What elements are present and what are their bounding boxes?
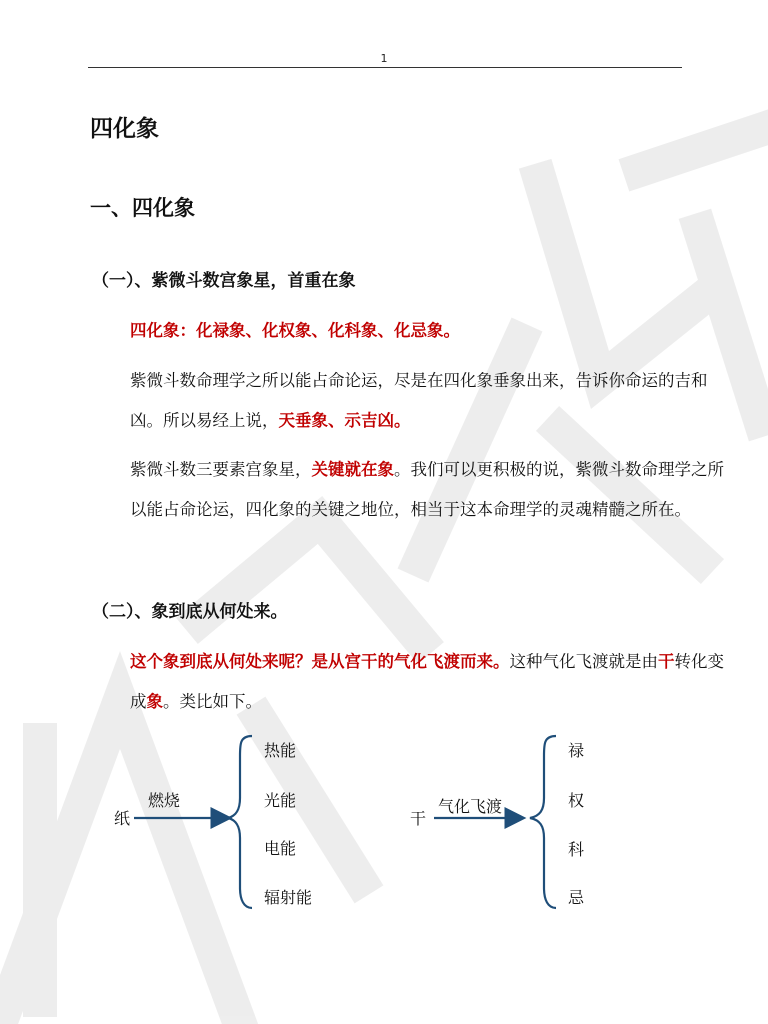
paragraph-3-text-a: 这种气化飞渡就是由 [509, 652, 658, 671]
paragraph-3-text-b: 转化变成 [130, 652, 724, 711]
paragraph-2-emphasis: 关键就在象 [311, 460, 394, 479]
right-output-1: 禄 [568, 741, 585, 760]
left-output-1: 热能 [264, 741, 297, 760]
right-output-4: 忌 [568, 888, 585, 907]
left-output-3: 电能 [264, 839, 297, 858]
subsection-heading-2: （二）、象到底从何处来。 [92, 602, 288, 622]
paragraph-3-emphasis-gan: 干 [658, 652, 675, 671]
page-number: 1 [380, 52, 388, 65]
subsection-heading-1: （一）、紫微斗数宫象星，首重在象 [92, 271, 356, 291]
left-arrow-label: 燃烧 [148, 791, 181, 810]
right-arrow-label: 气化飞渡 [438, 797, 503, 816]
left-source: 纸 [114, 809, 131, 828]
right-output-3: 科 [568, 840, 585, 859]
paragraph-2-text-b: 。我们可以更积极的说，紫微斗数命理学之所以能占命论运，四化象的关键之地位，相当于这本命理学的灵魂精髓之所在。 [130, 460, 724, 519]
right-source: 干 [410, 809, 427, 828]
page-title: 四化象 [90, 116, 159, 142]
right-output-2: 权 [568, 791, 585, 810]
left-output-4: 辐射能 [264, 888, 313, 907]
left-output-2: 光能 [264, 791, 297, 810]
paragraph-2-text-a: 紫微斗数三要素宫象星， [130, 460, 312, 479]
section-heading: 一、四化象 [90, 196, 195, 220]
paragraph-3-text-c: 。类比如下。 [163, 691, 262, 711]
definition-text: 四化象：化禄象、化权象、化科象、化忌象。 [130, 321, 460, 340]
paragraph-1-emphasis: 天垂象、示吉凶。 [278, 410, 411, 430]
left-brace [228, 736, 252, 908]
paragraph-1-text: 紫微斗数命理学之所以能占命论运，尽是在四化象垂象出来，告诉你命运的吉和凶。所以易经上说， [130, 371, 708, 430]
paragraph-3-emphasis-xiang: 象 [146, 691, 163, 711]
paragraph-3-emphasis: 这个象到底从何处来呢？是从宫干的气化飞渡而来。 [130, 652, 510, 671]
right-brace [530, 736, 556, 908]
